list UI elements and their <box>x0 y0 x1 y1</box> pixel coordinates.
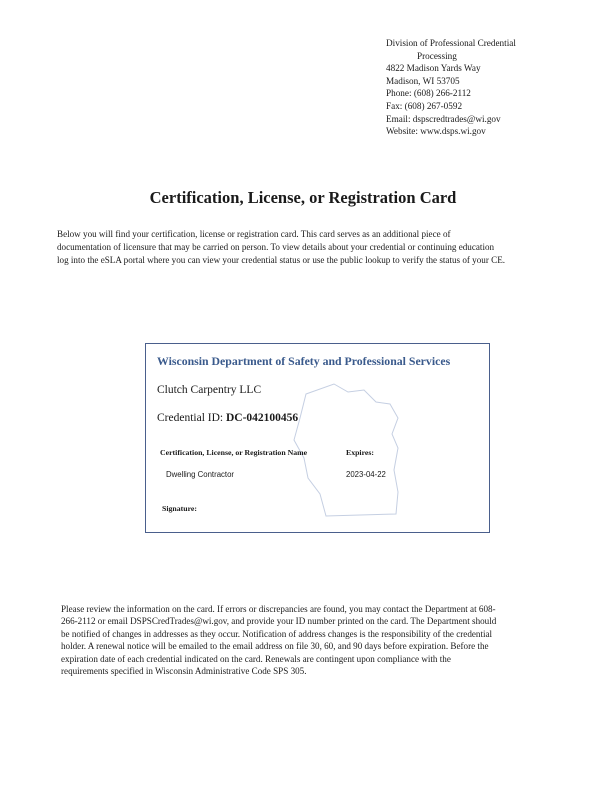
expiration-date: 2023-04-22 <box>346 470 386 479</box>
page-title: Certification, License, or Registration Card <box>149 188 457 207</box>
address-phone: Phone: (608) 266-2112 <box>386 88 471 99</box>
address-block <box>386 37 556 138</box>
department-name: Wisconsin Department of Safety and Professional Services <box>157 354 451 368</box>
intro-line: log into the eSLA portal where you can view your credential status or use the public lookup to verify the status of your CE. <box>57 255 506 266</box>
address-street: 4822 Madison Yards Way <box>386 63 481 74</box>
intro-line: Below you will find your certification, license or registration card. This card serves as an additional piece of <box>57 229 451 239</box>
footer-line: requirements specified in Wisconsin Administrative Code SPS 305. <box>61 666 307 677</box>
address-city: Madison, WI 53705 <box>386 75 460 86</box>
credential-id-value: DC-042100456 <box>225 412 299 424</box>
credential-card <box>145 343 490 533</box>
footer-line: holder. A renewal notice will be emailed to the email address on file 30, 60, and 90 days before expiration. Before the <box>61 641 489 652</box>
holder-name: Clutch Carpentry LLC <box>157 384 262 396</box>
credential-name: Dwelling Contractor <box>166 470 235 479</box>
footer-paragraph <box>61 603 581 677</box>
column-header-expires: Expires: <box>346 448 375 457</box>
address-website: Website: www.dsps.wi.gov <box>386 126 486 137</box>
credential-id-row <box>157 412 298 424</box>
address-email: Email: dspscredtrades@wi.gov <box>386 113 501 124</box>
signature-label: Signature: <box>162 504 197 513</box>
address-division: Division of Professional Credential <box>386 38 516 48</box>
footer-line: Please review the information on the card. If errors or discrepancies are found, you may contact the Department at 608- <box>61 604 496 614</box>
intro-paragraph <box>57 228 577 268</box>
column-header-name: Certification, License, or Registration Name <box>160 448 308 457</box>
credential-id-label: Credential ID: <box>157 412 226 424</box>
footer-line: be notified of changes in addresses as they occur. Notification of address changes is the responsibility of the credential <box>61 628 493 639</box>
footer-line: 266-2112 or email DSPSCredTrades@wi.gov, and provide your ID number printed on the card. The Department should <box>61 616 497 627</box>
footer-line: expiration date of each credential indicated on the card. Renewals are contingent upon compliance with the <box>61 653 451 664</box>
address-division-cont: Processing <box>417 50 457 61</box>
intro-line: documentation of licensure that may be carried on person. To view details about your credential or continuing education <box>57 242 495 253</box>
address-fax: Fax: (608) 267-0592 <box>386 100 463 111</box>
